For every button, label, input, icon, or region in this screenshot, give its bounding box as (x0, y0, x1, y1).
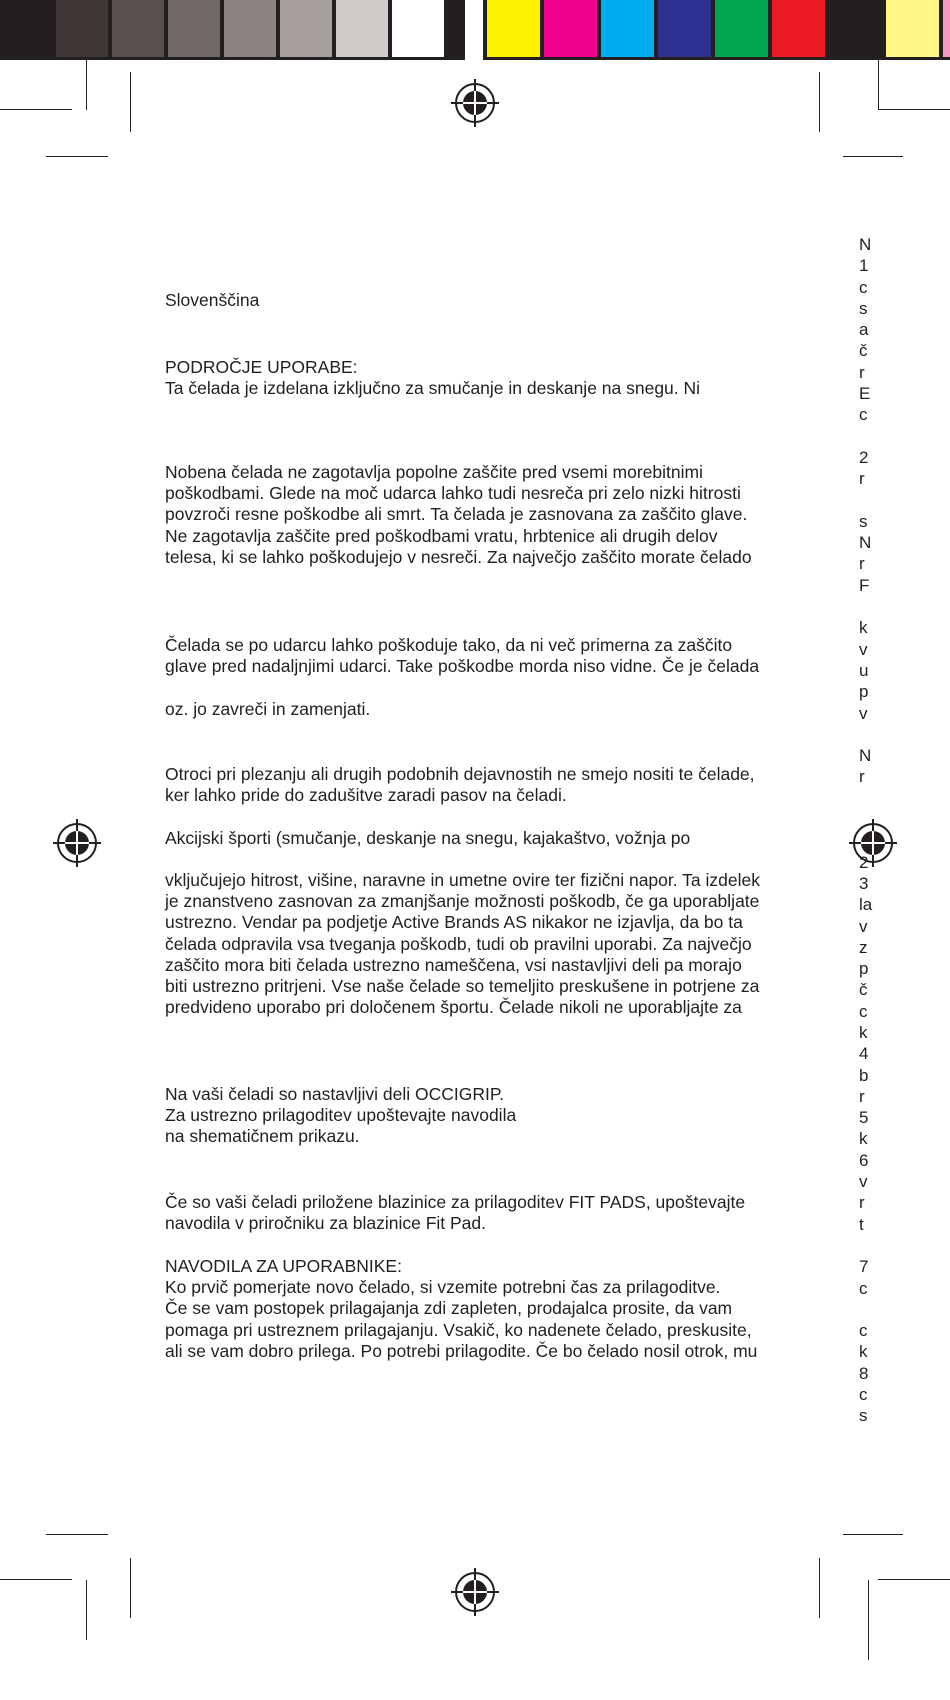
color-swatch (601, 0, 654, 57)
gray-swatch (336, 0, 388, 57)
color-swatch (943, 0, 950, 57)
adjacent-page-fragment (859, 788, 873, 809)
text-line: povzroči resne poškodbe ali smrt. Ta čelada je zasnovana za zaščito glave. (165, 504, 748, 525)
adjacent-page-fragment (859, 1235, 873, 1256)
gray-swatch (280, 0, 332, 57)
text-line: glave pred nadaljnjimi udarci. Take poškodbe morda niso vidne. Če je čelada (165, 656, 760, 677)
language-heading (165, 290, 259, 311)
adjacent-page-fragment: p (859, 959, 869, 979)
grayscale-swatches (0, 0, 465, 60)
adjacent-page-fragment: s (859, 298, 868, 318)
scope-heading: PODROČJE UPORABE: (165, 357, 358, 377)
section-children-warning (165, 764, 755, 806)
section-risk-disclaimer (165, 870, 760, 1018)
registration-mark-icon (53, 819, 101, 867)
gray-swatch (56, 0, 108, 57)
adjacent-page-fragment: s (859, 511, 868, 531)
adjacent-page-fragment: k (859, 1342, 868, 1362)
section-impact-damage-tail (165, 699, 370, 720)
adjacent-page-fragment: N (859, 235, 872, 254)
adjacent-page-fragment: c (859, 1321, 868, 1341)
adjacent-page-fragment: k (859, 618, 868, 638)
adjacent-page-fragment: 2 (859, 447, 869, 467)
adjacent-page-fragment: la (859, 895, 873, 915)
text-line: Otroci pri plezanju ali drugih podobnih dejavnostih ne smejo nositi te čelade, (165, 764, 755, 784)
gray-swatch (224, 0, 276, 57)
adjacent-page-fragment: v (859, 639, 868, 659)
adjacent-page-fragment: 7 (859, 1257, 869, 1277)
color-swatch (544, 0, 597, 57)
adjacent-page-fragment: z (859, 937, 868, 957)
adjacent-page-fragment (859, 724, 873, 745)
adjacent-page-fragment (859, 426, 873, 447)
text-line: zaščito mora biti čelada ustrezno nameščena, vsi nastavljivi deli pa morajo (165, 954, 742, 975)
color-swatch (658, 0, 711, 57)
adjacent-page-fragment: 5 (859, 1108, 869, 1128)
section-impact-damage (165, 635, 759, 677)
section-user-instructions (165, 1256, 757, 1362)
color-swatch (886, 0, 939, 57)
adjacent-page-fragment: c (859, 1385, 868, 1405)
text-line: Če se vam postopek prilagajanja zdi zapleten, prodajalca prosite, da vam (165, 1298, 733, 1319)
adjacent-page-fragment: E (859, 384, 871, 404)
adjacent-page-fragment: 2 (859, 852, 869, 872)
text-line: Ko prvič pomerjate novo čelado, si vzemite potrebni čas za prilagoditve. (165, 1277, 721, 1298)
adjacent-page-fragment: r (859, 1086, 865, 1106)
adjacent-page-fragment: F (859, 575, 870, 595)
gray-swatch (168, 0, 220, 57)
adjacent-page-column (859, 234, 873, 1427)
color-swatch (487, 0, 540, 57)
adjacent-page-fragment: v (859, 703, 868, 723)
text-line: Na vaši čeladi so nastavljivi deli OCCIGRIP. (165, 1084, 505, 1104)
adjacent-page-fragment: r (859, 1193, 865, 1213)
text-line: telesa, ki se lahko poškodujejo v nesreči. Za največjo zaščito morate čelado (165, 546, 752, 567)
adjacent-page-fragment: č (859, 341, 868, 361)
text-line: Akcijski športi (smučanje, deskanje na snegu, kajakaštvo, vožnja po (165, 828, 691, 848)
adjacent-page-fragment: r (859, 554, 865, 574)
gray-swatch (392, 0, 444, 57)
adjacent-page-fragment: r (859, 362, 865, 382)
adjacent-page-fragment: v (859, 916, 868, 936)
adjacent-page-fragment (859, 490, 873, 511)
adjacent-page-fragment: k (859, 1022, 868, 1042)
adjacent-page-fragment: a (859, 320, 869, 340)
adjacent-page-fragment: N (859, 533, 872, 553)
text-line: Za ustrezno prilagoditev upoštevajte navodila (165, 1105, 517, 1126)
section-fit-pads (165, 1192, 745, 1234)
text-line: Ta čelada je izdelana izključno za smučanje in deskanje na snegu. Ni (165, 378, 701, 399)
text-line: je znanstveno zasnovan za zmanjšanje možnosti poškodb, če ga uporabljate (165, 891, 760, 912)
gray-swatch (112, 0, 164, 57)
registration-mark-icon (451, 1568, 499, 1616)
text-line: predvideno uporabo pri določenem športu. Čelade nikoli ne uporabljajte za (165, 997, 742, 1018)
section-protection-warning (165, 462, 752, 568)
process-color-swatches (483, 0, 950, 60)
text-line: vključujejo hitrost, višine, naravne in umetne ovire ter fizični napor. Ta izdelek (165, 870, 760, 890)
adjacent-page-fragment: N (859, 746, 872, 766)
adjacent-page-fragment: r (859, 767, 865, 787)
color-swatch (772, 0, 825, 57)
section-action-sports (165, 828, 690, 849)
adjacent-page-fragment: k (859, 1129, 868, 1149)
text-line: Če so vaši čeladi priložene blazinice za prilagoditev FIT PADS, upoštevajte (165, 1192, 746, 1212)
adjacent-page-fragment: c (859, 277, 868, 297)
adjacent-page-fragment: u (859, 660, 869, 680)
adjacent-page-fragment: b (859, 1065, 869, 1085)
text-line: ali se vam dobro prilega. Po potrebi prilagodite. Če bo čelado nosil otrok, mu (165, 1340, 758, 1361)
color-calibration-bar (0, 0, 950, 60)
text-line: biti ustrezno pritrjeni. Vse naše čelade so temeljito preskušene in potrjene za (165, 976, 760, 997)
text-line: poškodbami. Glede na moč udarca lahko tudi nesreča pri zelo nizki hitrosti (165, 483, 741, 504)
section-scope-of-use (165, 357, 700, 399)
adjacent-page-fragment: c (859, 1001, 868, 1021)
adjacent-page-fragment: c (859, 405, 868, 425)
text-line: Čelada se po udarcu lahko poškoduje tako, da ni več primerna za zaščito (165, 635, 733, 655)
adjacent-page-fragment: r (859, 469, 865, 489)
adjacent-page-fragment: 6 (859, 1150, 869, 1170)
adjacent-page-fragment: s (859, 1406, 868, 1426)
text-line: oz. jo zavreči in zamenjati. (165, 699, 371, 719)
adjacent-page-fragment: p (859, 682, 869, 702)
adjacent-page-fragment (859, 809, 873, 830)
text-line: navodila v priročniku za blazinice Fit Pad. (165, 1213, 486, 1234)
text-line: Ne zagotavlja zaščite pred poškodbami vratu, hrbtenice ali drugih delov (165, 525, 718, 546)
adjacent-page-fragment (859, 830, 873, 851)
adjacent-page-fragment: 4 (859, 1044, 869, 1064)
adjacent-page-fragment: t (859, 1214, 864, 1234)
text-line: Nobena čelada ne zagotavlja popolne zaščite pred vsemi morebitnimi (165, 462, 703, 482)
adjacent-page-fragment: v (859, 1172, 868, 1192)
adjacent-page-fragment: c (859, 1278, 868, 1298)
adjacent-page-fragment (859, 1299, 873, 1320)
adjacent-page-fragment (859, 596, 873, 617)
color-swatch (829, 0, 882, 57)
adjacent-page-fragment: 1 (859, 256, 869, 276)
section-occigrip (165, 1084, 516, 1148)
text-line: pomaga pri ustreznem prilagajanju. Vsakič, ko nadenete čelado, preskusite, (165, 1319, 752, 1340)
language-label: Slovenščina (165, 290, 260, 310)
text-line: čelada odpravila vsa tveganja poškodb, tudi ob pravilni uporabi. Za največjo (165, 933, 752, 954)
text-line: ker lahko pride do zadušitve zaradi pasov na čeladi. (165, 785, 567, 806)
instructions-heading: NAVODILA ZA UPORABNIKE: (165, 1256, 402, 1276)
adjacent-page-fragment: č (859, 980, 868, 1000)
adjacent-page-fragment: 3 (859, 873, 869, 893)
color-swatch (715, 0, 768, 57)
gray-swatch (0, 0, 52, 57)
text-line: na shematičnem prikazu. (165, 1126, 360, 1147)
registration-mark-icon (451, 79, 499, 127)
adjacent-page-fragment: 8 (859, 1363, 869, 1383)
registration-mark-icon (849, 819, 897, 867)
text-line: ustrezno. Vendar pa podjetje Active Brands AS nikakor ne izjavlja, da bo ta (165, 912, 743, 933)
